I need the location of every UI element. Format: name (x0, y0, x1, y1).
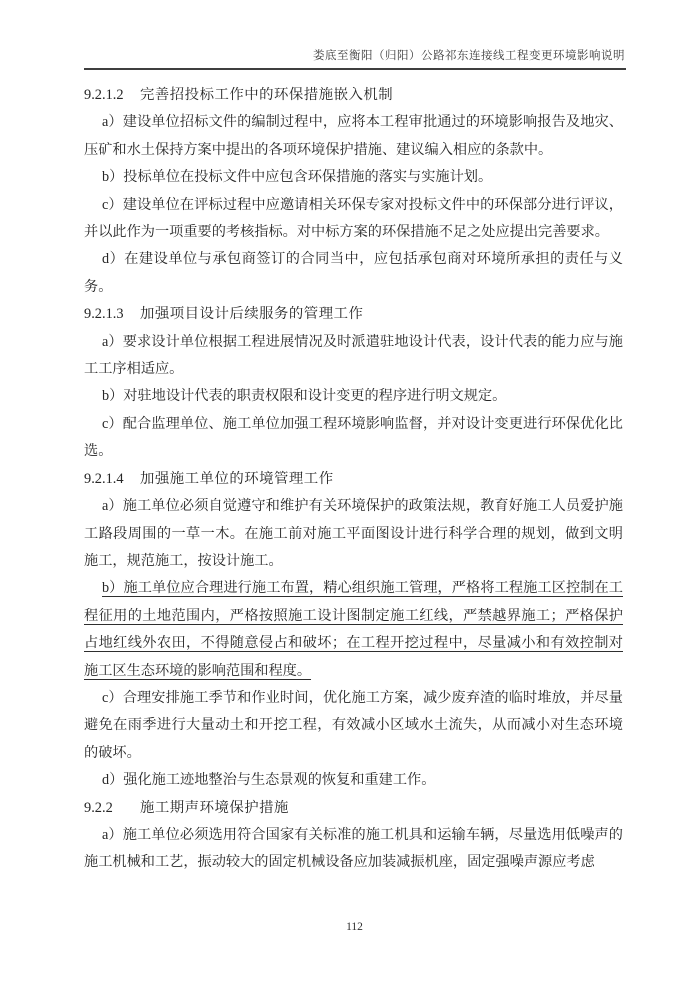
paragraph: a）要求设计单位根据工程进展情况及时派遣驻地设计代表，设计代表的能力应与施工工序相适应。 (84, 333, 623, 378)
paragraph: d）强化施工迹地整治与生态景观的恢复和重建工作。 (102, 772, 436, 789)
paragraph: b）对驻地设计代表的职责权限和设计变更的程序进行明文规定。 (102, 388, 507, 405)
paragraph: c）合理安排施工季节和作业时间，优化施工方案，减少废弃渣的临时堆放，并尽量避免在雨季进行大量动土和开挖工程，有效减小区域水土流失，从而减小对生态环境的破坏。 (84, 689, 623, 761)
paragraph-underlined: b）施工单位应合理进行施工布置，精心组织施工管理，严格将工程施工区控制在工程征用的土地范围内，严格按照施工设计图制定施工红线，严禁越界施工；严格保护占地红线外农田，不得随意侵占和破坏；在工程开挖过程中，尽量减小和有效控制对施工区生态环境的影响范围和程度。 (84, 580, 623, 679)
document-body (84, 82, 623, 877)
paragraph: d）在建设单位与承包商签订的合同当中，应包括承包商对环境所承担的责任与义务。 (84, 251, 623, 295)
page-header-title: 娄底至衡阳（归阳）公路祁东连接线工程变更环境影响说明 (313, 50, 625, 62)
section-number: 9.2.1.2 (84, 87, 124, 103)
section-heading (84, 466, 623, 493)
section-title: 加强施工单位的环境管理工作 (140, 470, 334, 487)
section-title: 施工期声环境保护措施 (140, 799, 289, 816)
paragraph: c）建设单位在评标过程中应邀请相关环保专家对投标文件中的环保部分进行评议，并以此作为一项重要的考核指标。对中标方案的环保措施不足之处应提出完善要求。 (84, 196, 623, 241)
section-number: 9.2.1.4 (84, 470, 124, 487)
section-number: 9.2.2 (84, 799, 113, 816)
section-title: 加强项目设计后续服务的管理工作 (140, 306, 364, 323)
section-heading (84, 82, 623, 109)
paragraph: c）配合监理单位、施工单位加强工程环境影响监督，并对设计变更进行环保优化比选。 (84, 415, 623, 460)
header-rule (84, 68, 626, 70)
paragraph: a）施工单位必须选用符合国家有关标准的施工机具和运输车辆，尽量选用低噪声的施工机械和工艺，振动较大的固定机械设备应加装减振机座，固定强噪声源应考虑 (84, 826, 623, 871)
page-number: 112 (346, 921, 363, 933)
paragraph: a）施工单位必须自觉遵守和维护有关环境保护的政策法规，教育好施工人员爱护施工路段周围的一草一木。在施工前对施工平面图设计进行科学合理的规划，做到文明施工，规范施工，按设计施工。 (84, 498, 623, 569)
section-heading (84, 301, 623, 328)
paragraph: b）投标单位在投标文件中应包含环保措施的落实与实施计划。 (102, 169, 493, 186)
section-title: 完善招投标工作中的环保措施嵌入机制 (140, 87, 394, 103)
section-number: 9.2.1.3 (84, 306, 124, 323)
paragraph: a）建设单位招标文件的编制过程中，应将本工程审批通过的环境影响报告及地灾、压矿和水土保持方案中提出的各项环境保护措施、建议编入相应的条款中。 (84, 114, 623, 158)
section-heading (84, 795, 623, 822)
